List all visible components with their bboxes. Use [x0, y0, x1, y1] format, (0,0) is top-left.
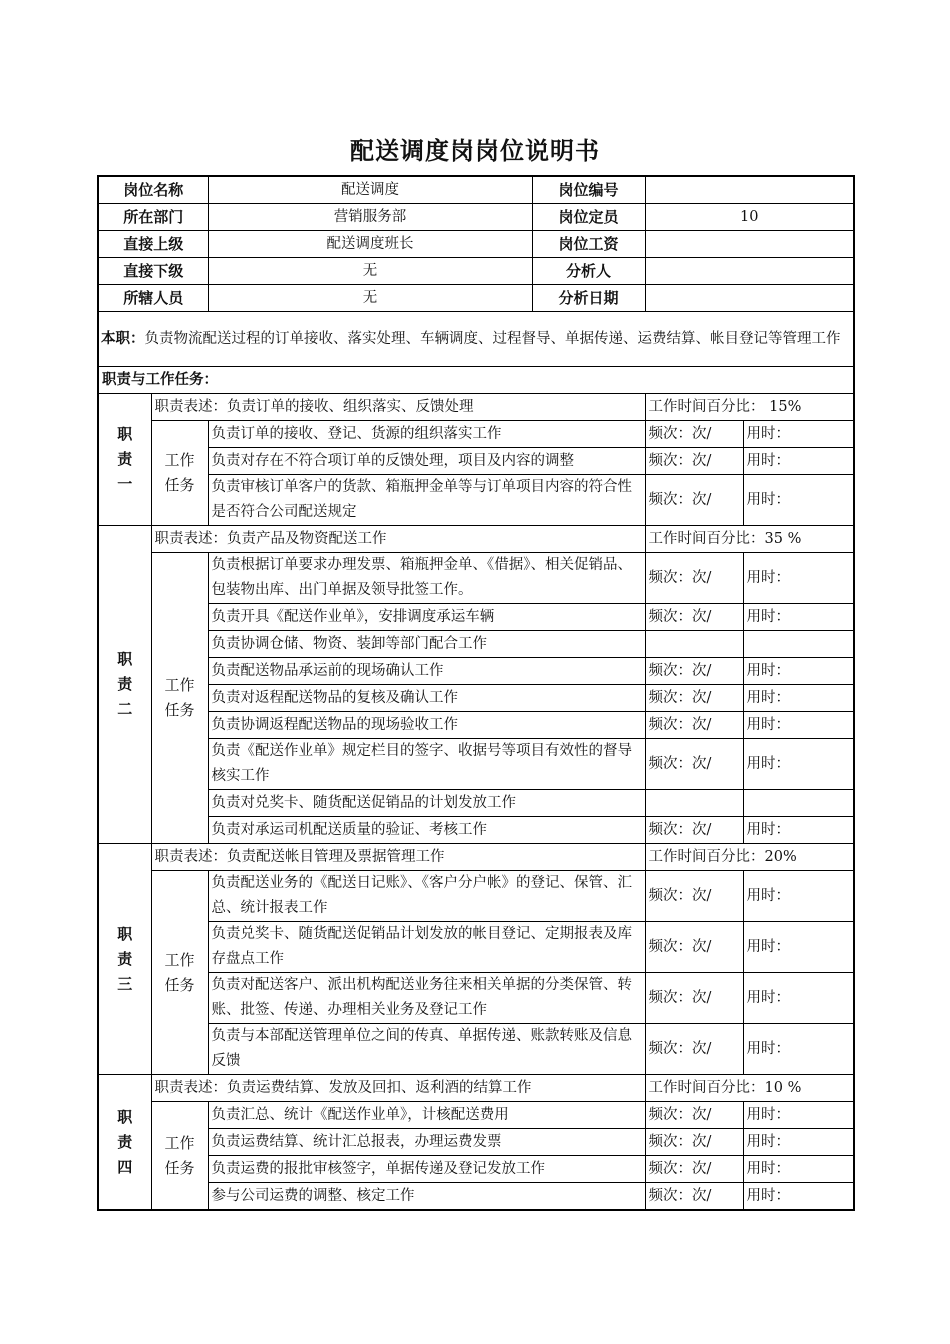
duty-description-row [98, 1075, 854, 1102]
task-time: 用时： [743, 475, 854, 526]
work-time-percent: 工作时间百分比：35 % [645, 526, 854, 553]
task-row [98, 475, 854, 526]
duty-label-char: 职 [117, 924, 133, 943]
job-description-table [97, 175, 855, 1211]
header-label: 岗位工资 [532, 231, 645, 258]
task-time: 用时： [743, 658, 854, 685]
task-row [98, 1183, 854, 1211]
duty-description-row [98, 526, 854, 553]
task-row [98, 1156, 854, 1183]
task-text: 负责与本部配送管理单位之间的传真、单据传递、账款转账及信息反馈 [208, 1024, 645, 1075]
header-value [645, 176, 854, 204]
task-time: 用时： [743, 1129, 854, 1156]
header-row [98, 176, 854, 204]
header-label: 岗位定员 [532, 204, 645, 231]
task-time: 用时： [743, 739, 854, 790]
task-row [98, 604, 854, 631]
header-label: 直接下级 [98, 258, 208, 285]
work-time-percent: 工作时间百分比：10 % [645, 1075, 854, 1102]
task-time: 用时： [743, 685, 854, 712]
task-row [98, 448, 854, 475]
task-time: 用时： [743, 1183, 854, 1211]
task-frequency: 频次：次/ [645, 712, 743, 739]
duty-label [98, 1075, 151, 1211]
task-row [98, 1024, 854, 1075]
task-frequency: 频次：次/ [645, 922, 743, 973]
task-frequency: 频次：次/ [645, 817, 743, 844]
task-frequency: 频次：次/ [645, 1156, 743, 1183]
header-label: 岗位编号 [532, 176, 645, 204]
duty-label [98, 394, 151, 526]
task-time: 用时： [743, 553, 854, 604]
duty-label-char: 职 [117, 425, 133, 443]
document-title: 配送调度岗岗位说明书 [350, 137, 600, 165]
task-label-char: 工作 [164, 676, 195, 694]
header-row [98, 258, 854, 285]
task-text: 负责开具《配送作业单》，安排调度承运车辆 [208, 604, 645, 631]
task-time [743, 790, 854, 817]
task-text: 负责兑奖卡、随货配送促销品计划发放的帐目登记、定期报表及库存盘点工作 [208, 922, 645, 973]
header-label: 分析日期 [532, 285, 645, 312]
section-title: 职责与工作任务： [98, 367, 854, 394]
task-text: 负责运费的报批审核签字，单据传递及登记发放工作 [208, 1156, 645, 1183]
task-text: 负责协调返程配送物品的现场验收工作 [208, 712, 645, 739]
duty-description-row [98, 844, 854, 871]
duty-description: 职责表述：负责配送帐目管理及票据管理工作 [151, 844, 645, 871]
duty-label-char: 职 [117, 1107, 133, 1126]
task-label-char: 工作 [164, 451, 195, 469]
task-frequency: 频次：次/ [645, 1183, 743, 1211]
header-value: 10 [645, 204, 854, 231]
summary-text: 负责物流配送过程的订单接收、落实处理、车辆调度、过程督导、单据传递、运费结算、帐目登记等管理工作 [144, 330, 841, 347]
task-frequency: 频次：次/ [645, 421, 743, 448]
task-row [98, 871, 854, 922]
duty-description: 职责表述：负责运费结算、发放及回扣、返利酒的结算工作 [151, 1075, 645, 1102]
work-time-percent: 工作时间百分比： 15% [645, 394, 854, 421]
header-value: 配送调度班长 [208, 231, 532, 258]
task-label-char: 任务 [164, 1158, 195, 1177]
section-title-row [98, 367, 854, 394]
header-row [98, 285, 854, 312]
task-text: 负责汇总、统计《配送作业单》，计核配送费用 [208, 1102, 645, 1129]
task-frequency: 频次：次/ [645, 658, 743, 685]
task-text: 负责协调仓储、物资、装卸等部门配合工作 [208, 631, 645, 658]
task-text: 负责《配送作业单》规定栏目的签字、收据号等项目有效性的督导核实工作 [208, 739, 645, 790]
task-text: 负责配送物品承运前的现场确认工作 [208, 658, 645, 685]
task-frequency: 频次：次/ [645, 973, 743, 1024]
task-row [98, 922, 854, 973]
header-row [98, 204, 854, 231]
duty-description-row [98, 394, 854, 421]
task-row [98, 421, 854, 448]
task-text: 负责对返程配送物品的复核及确认工作 [208, 685, 645, 712]
task-frequency: 频次：次/ [645, 448, 743, 475]
duty-label-char: 一 [117, 475, 133, 493]
task-frequency: 频次：次/ [645, 871, 743, 922]
duty-label-char: 四 [117, 1157, 133, 1176]
task-row [98, 631, 854, 658]
header-label: 分析人 [532, 258, 645, 285]
header-value: 无 [208, 258, 532, 285]
header-value [645, 231, 854, 258]
task-text: 负责审核订单客户的货款、箱瓶押金单等与订单项目内容的符合性是否符合公司配送规定 [208, 475, 645, 526]
task-time: 用时： [743, 973, 854, 1024]
task-label [151, 871, 208, 1075]
task-row [98, 790, 854, 817]
task-frequency: 频次：次/ [645, 1129, 743, 1156]
duty-label [98, 526, 151, 844]
header-value: 营销服务部 [208, 204, 532, 231]
header-label: 直接上级 [98, 231, 208, 258]
task-frequency: 频次：次/ [645, 604, 743, 631]
task-label-char: 工作 [164, 950, 195, 969]
task-row [98, 1129, 854, 1156]
task-time: 用时： [743, 817, 854, 844]
task-text: 负责对存在不符合项订单的反馈处理，项目及内容的调整 [208, 448, 645, 475]
task-time: 用时： [743, 871, 854, 922]
task-time: 用时： [743, 448, 854, 475]
task-frequency: 频次：次/ [645, 475, 743, 526]
task-frequency: 频次：次/ [645, 1024, 743, 1075]
task-time: 用时： [743, 1102, 854, 1129]
task-time: 用时： [743, 604, 854, 631]
task-row [98, 685, 854, 712]
task-frequency: 频次：次/ [645, 685, 743, 712]
task-frequency [645, 790, 743, 817]
work-time-percent: 工作时间百分比：20% [645, 844, 854, 871]
task-text: 负责运费结算、统计汇总报表，办理运费发票 [208, 1129, 645, 1156]
task-label-char: 任务 [164, 975, 195, 994]
task-text: 负责对配送客户、派出机构配送业务往来相关单据的分类保管、转账、批签、传递、办理相关业务及登记工作 [208, 973, 645, 1024]
task-text: 负责对兑奖卡、随货配送促销品的计划发放工作 [208, 790, 645, 817]
task-text: 参与公司运费的调整、核定工作 [208, 1183, 645, 1211]
task-text: 负责订单的接收、登记、货源的组织落实工作 [208, 421, 645, 448]
task-frequency [645, 631, 743, 658]
duty-label-char: 责 [117, 675, 133, 693]
task-row [98, 739, 854, 790]
task-time: 用时： [743, 421, 854, 448]
header-value: 无 [208, 285, 532, 312]
duty-description: 职责表述：负责订单的接收、组织落实、反馈处理 [151, 394, 645, 421]
duty-label [98, 844, 151, 1075]
task-text: 负责配送业务的《配送日记账》、《客户分户帐》的登记、保管、汇总、统计报表工作 [208, 871, 645, 922]
task-frequency: 频次：次/ [645, 739, 743, 790]
task-frequency: 频次：次/ [645, 1102, 743, 1129]
header-label: 所在部门 [98, 204, 208, 231]
task-row [98, 973, 854, 1024]
duty-label-char: 责 [117, 949, 133, 968]
header-row [98, 231, 854, 258]
task-row [98, 1102, 854, 1129]
summary-row [98, 312, 854, 367]
header-value [645, 258, 854, 285]
task-label-char: 任务 [164, 476, 195, 494]
header-value [645, 285, 854, 312]
header-label: 所辖人员 [98, 285, 208, 312]
header-label: 岗位名称 [98, 176, 208, 204]
task-frequency: 频次：次/ [645, 553, 743, 604]
task-label [151, 1102, 208, 1211]
duty-label-char: 责 [117, 1132, 133, 1151]
duty-description: 职责表述：负责产品及物资配送工作 [151, 526, 645, 553]
task-label-char: 任务 [164, 701, 195, 719]
summary-cell [98, 312, 854, 367]
task-row [98, 817, 854, 844]
task-row [98, 553, 854, 604]
task-time: 用时： [743, 922, 854, 973]
duty-label-char: 二 [117, 700, 133, 718]
task-label [151, 421, 208, 526]
duty-label-char: 职 [117, 650, 133, 668]
duty-label-char: 三 [117, 974, 133, 993]
task-label-char: 工作 [164, 1133, 195, 1152]
task-time: 用时： [743, 1156, 854, 1183]
task-text: 负责根据订单要求办理发票、箱瓶押金单、《借据》、相关促销品、包装物出库、出门单据及领导批签工作。 [208, 553, 645, 604]
summary-label: 本职： [101, 330, 145, 347]
task-time [743, 631, 854, 658]
task-text: 负责对承运司机配送质量的验证、考核工作 [208, 817, 645, 844]
task-row [98, 712, 854, 739]
duty-label-char: 责 [117, 450, 133, 468]
task-time: 用时： [743, 1024, 854, 1075]
task-row [98, 658, 854, 685]
header-value: 配送调度 [208, 176, 532, 204]
task-time: 用时： [743, 712, 854, 739]
task-label [151, 553, 208, 844]
